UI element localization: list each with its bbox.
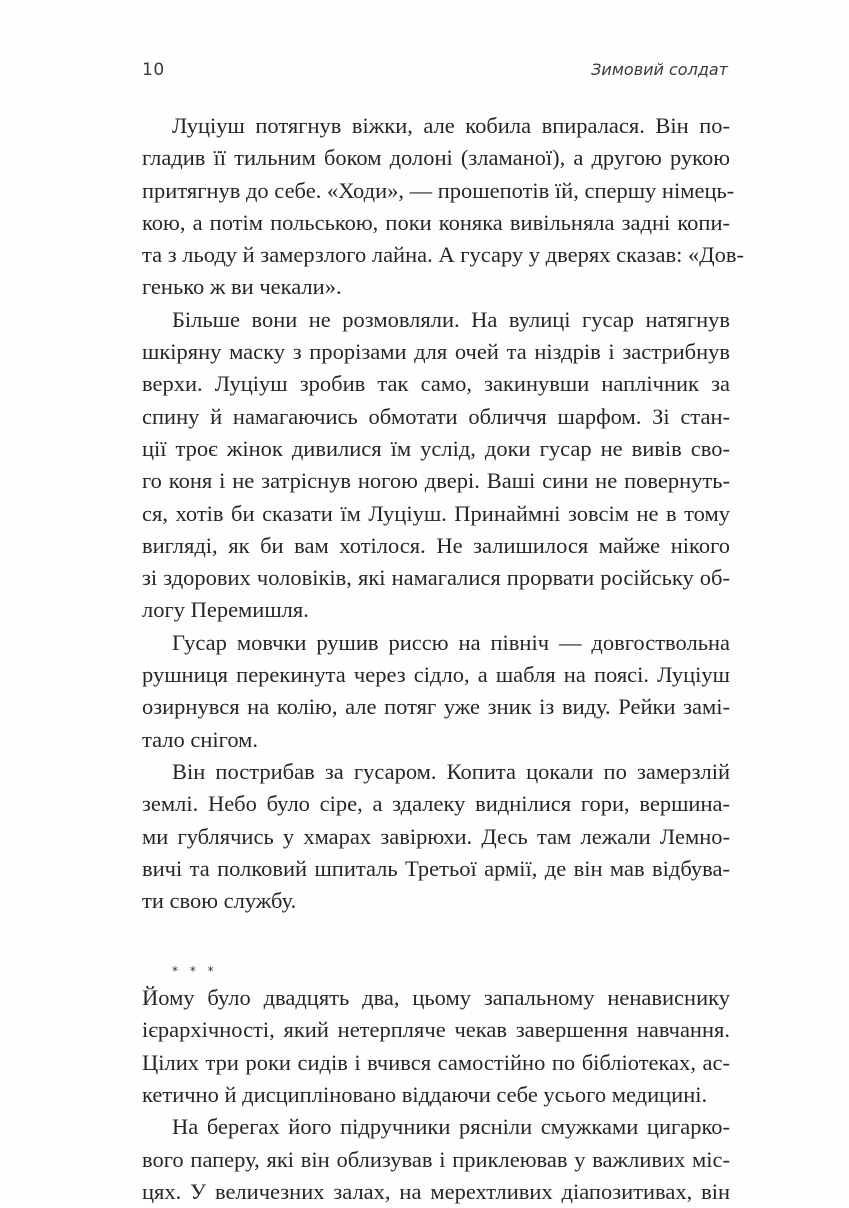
text-line: Цілих три роки сидів і вчився самостійно по бібліотеках, ас- — [142, 1049, 730, 1075]
body-text — [142, 110, 744, 1208]
text-line: вого паперу, які він облизував і приклеював у важливих міс- — [142, 1146, 730, 1172]
text-line: Йому було двадцять два, цьому запальному ненависнику — [142, 985, 730, 1011]
text-line: цях. У величезних залах, на мерехтливих діапозитивах, він — [142, 1178, 730, 1204]
text-line: генько ж ви чекали». — [142, 274, 342, 300]
asterism-divider: * * * — [172, 964, 218, 979]
page-number: 10 — [142, 60, 165, 80]
text-line: ти свою службу. — [142, 888, 297, 914]
text-line: рушниця перекинута через сідло, а шабля на поясі. Луціуш — [142, 662, 730, 688]
text-line: шкіряну маску з прорізами для очей та ніздрів і застрибнув — [142, 339, 730, 365]
text-line: ції троє жінок дивилися їм услід, доки гусар не вивів сво- — [142, 435, 730, 461]
text-line: спину й намагаючись обмотати обличчя шарфом. Зі стан- — [142, 403, 730, 429]
text-line: Він пострибав за гусаром. Копита цокали по замерзлій — [172, 758, 730, 784]
paragraph — [142, 304, 730, 627]
text-line: тало снігом. — [142, 726, 259, 752]
paragraph — [142, 756, 730, 917]
text-line: ся, хотів би сказати їм Луціуш. Принаймні зовсім не в тому — [142, 500, 730, 526]
text-line: верхи. Луціуш зробив так само, закинувши наплічник за — [142, 371, 730, 397]
book-title: Зимовий солдат — [591, 60, 728, 79]
text-line: Гусар мовчки рушив риссю на північ — довгоствольна — [172, 629, 730, 655]
text-line: Більше вони не розмовляли. На вулиці гусар натягнув — [172, 306, 730, 332]
text-line: На берегах його підручники рясніли смужками цигарко- — [172, 1114, 730, 1140]
text-line: притягнув до себе. «Ходи», — прошепотів їй, спершу німець- — [142, 177, 735, 203]
text-line: Луціуш потягнув віжки, але кобила впиралася. Він по- — [172, 113, 730, 138]
text-line: озирнувся на колію, але потяг уже зник із виду. Рейки замі- — [142, 694, 730, 720]
text-line: кою, а потім польською, поки коняка вивільняла задні копи- — [142, 209, 730, 235]
text-line: логу Перемишля. — [142, 597, 309, 623]
section-break — [142, 917, 730, 982]
paragraph — [142, 110, 744, 304]
text-line: ієрархічності, який нетерпляче чекав завершення навчання. — [142, 1017, 730, 1043]
paragraph — [142, 982, 730, 1111]
running-head — [142, 60, 728, 84]
text-line: кетично й дисципліновано віддаючи себе усього медицині. — [142, 1081, 708, 1107]
text-line: ми гублячись у хмарах завірюхи. Десь там лежали Лемно- — [142, 823, 730, 849]
text-line: зі здорових чоловіків, які намагалися прорвати російську об- — [142, 565, 730, 591]
text-line: го коня і не затріснув ногою двері. Ваші сини не повернуть- — [142, 468, 730, 494]
text-line: гладив її тильним боком долоні (зламаної), а другою рукою — [142, 145, 730, 171]
text-line: землі. Небо було сіре, а здалеку виднілися гори, вершина- — [142, 791, 730, 817]
paragraph — [142, 1111, 730, 1208]
text-line: вигляді, як би вам хотілося. Не залишилося майже нікого — [142, 532, 730, 558]
text-line: вичі та полковий шпиталь Третьої армії, де він мав відбува- — [142, 855, 730, 881]
text-line: та з льоду й замерзлого лайна. А гусару у дверях сказав: «Дов- — [142, 242, 744, 268]
paragraph — [142, 627, 730, 756]
